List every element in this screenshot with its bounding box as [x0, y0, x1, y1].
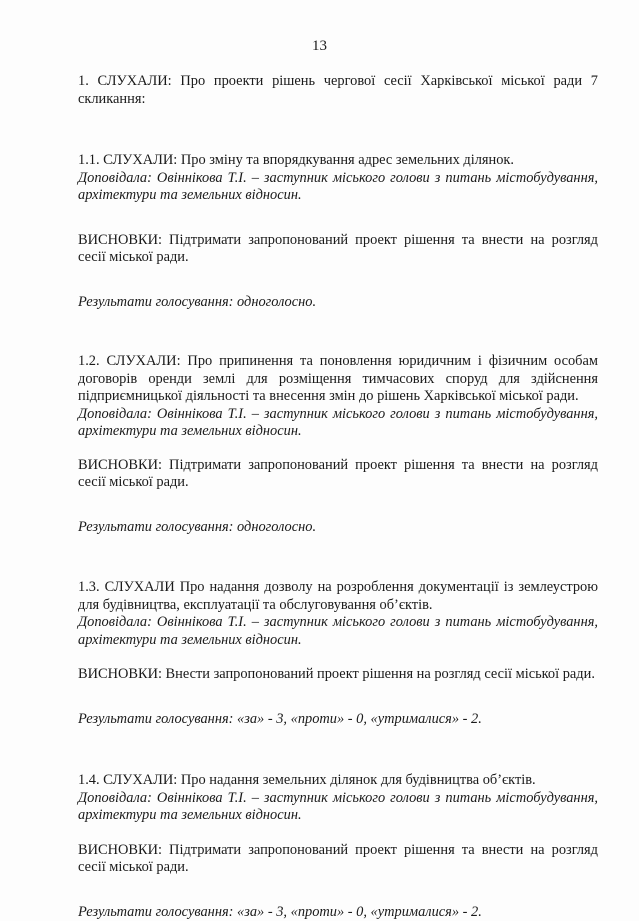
item-conclusion: ВИСНОВКИ: Підтримати запропонований проект рішення та внести на розгляд сесії міської ради.: [78, 232, 598, 267]
item-heard: 1.4. СЛУХАЛИ: Про надання земельних ділянок для будівництва об’єктів.: [78, 772, 598, 790]
item-heard: 1.3. СЛУХАЛИ Про надання дозволу на розроблення документації із землеустрою для будівництва, експлуатації та обслуговування об’єктів.: [78, 579, 598, 614]
item-conclusion: ВИСНОВКИ: Внести запропонований проект рішення на розгляд сесії міської ради.: [78, 666, 598, 684]
intro-heard: 1. СЛУХАЛИ: Про проекти рішень чергової сесії Харківської міської ради 7 скликання:: [78, 73, 598, 108]
item-vote: Результати голосування: одноголосно.: [78, 519, 598, 537]
item-conclusion: ВИСНОВКИ: Підтримати запропонований проект рішення та внести на розгляд сесії міської ради.: [78, 842, 598, 877]
agenda-item-1-2: [78, 353, 598, 536]
page-number: 13: [0, 38, 639, 55]
item-vote: Результати голосування: одноголосно.: [78, 294, 598, 312]
item-heard: 1.2. СЛУХАЛИ: Про припинення та поновлення юридичним і фізичним особам договорів оренди землі для розміщення тимчасових споруд для здійснення підприємницької діяльності та внесення змін до рішень Харківської міської ради.: [78, 353, 598, 406]
item-speaker: Доповідала: Овіннікова Т.І. – заступник міського голови з питань містобудування, архітектури та земельних відносин.: [78, 614, 598, 649]
agenda-item-1-1: [78, 152, 598, 311]
document-body: [78, 73, 598, 921]
item-heard: 1.1. СЛУХАЛИ: Про зміну та впорядкування адрес земельних ділянок.: [78, 152, 598, 170]
item-vote: Результати голосування: «за» - 3, «проти» - 0, «утрималися» - 2.: [78, 904, 598, 921]
item-conclusion: ВИСНОВКИ: Підтримати запропонований проект рішення та внести на розгляд сесії міської ради.: [78, 457, 598, 492]
item-speaker: Доповідала: Овіннікова Т.І. – заступник міського голови з питань містобудування, архітектури та земельних відносин.: [78, 790, 598, 825]
item-speaker: Доповідала: Овіннікова Т.І. – заступник міського голови з питань містобудування, архітектури та земельних відносин.: [78, 406, 598, 441]
item-vote: Результати голосування: «за» - 3, «проти» - 0, «утрималися» - 2.: [78, 711, 598, 729]
item-speaker: Доповідала: Овіннікова Т.І. – заступник міського голови з питань містобудування, архітектури та земельних відносин.: [78, 170, 598, 205]
agenda-item-1-3: [78, 579, 598, 728]
agenda-item-1-4: [78, 772, 598, 921]
